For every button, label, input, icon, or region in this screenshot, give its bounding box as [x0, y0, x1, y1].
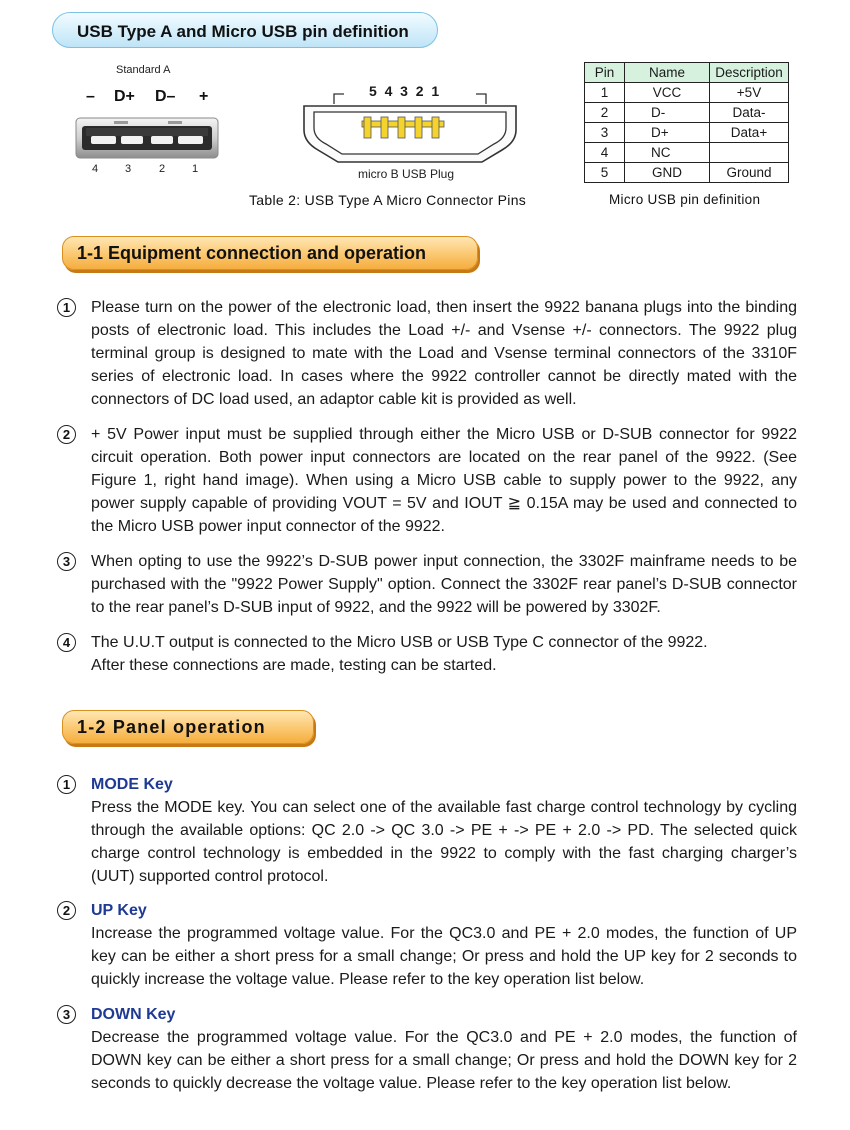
item-number-badge: 2: [57, 901, 76, 920]
section-header-equipment-connection: [62, 236, 478, 270]
micro-b-pin-5: 5: [369, 83, 377, 99]
table-cell: 1: [585, 83, 625, 103]
usb-a-sign-dminus: D–: [155, 88, 176, 105]
list-item: [57, 1003, 797, 1095]
table-row: [585, 123, 789, 143]
item-text: + 5V Power input must be supplied through either the Micro USB or D-SUB connector for 9922 circuit operation. Both power input connectors are located on the rear panel of the 9922. (See Figure 1, right hand image). When using a Micro USB cable to supply power to the 9922, any power supply capable of providing VOUT = 5V and IOUT ≧ 0.15A may be used and connected to the Micro USB power input connector of the 9922.: [91, 426, 797, 535]
list-item: [57, 296, 797, 411]
usb-a-pin-1: 1: [192, 163, 199, 175]
list-item: [57, 550, 797, 619]
table-row: [585, 83, 789, 103]
item-number-badge: 2: [57, 425, 76, 444]
list-item: [57, 423, 797, 538]
table-cell: 5: [585, 163, 625, 183]
micro-b-pin-4: 4: [384, 83, 393, 99]
table-cell: [710, 143, 789, 163]
usb-a-label: Standard A: [116, 64, 171, 76]
table-cell: GND: [625, 163, 710, 183]
usb-a-pin-2: 2: [159, 163, 166, 175]
micro-b-plug-drawing: [300, 86, 520, 166]
list-item: [57, 631, 797, 677]
table-header-row: [585, 63, 789, 83]
item-text: Please turn on the power of the electronic load, then insert the 9922 banana plugs into the binding posts of electronic load. This includes the Load +/- and Vsense +/- connectors. The 9922 plug terminal group is designed to mate with the Load and Vsense terminal connectors of the 3310F series of electronic load. In cases where the 9922 controller cannot be directly mated with the connectors of DC load used, an adaptor cable kit is provided as well.: [91, 299, 797, 408]
item-number-badge: 1: [57, 775, 76, 794]
table-cell: Data-: [710, 103, 789, 123]
usb-a-sign-dplus: D+: [114, 88, 135, 105]
table-header-name: Name: [625, 63, 710, 83]
table-cell: Data+: [710, 123, 789, 143]
list-item: [57, 899, 797, 991]
down-key-title: DOWN Key: [91, 1006, 176, 1023]
table-cell: Ground: [710, 163, 789, 183]
section-header-title: USB Type A and Micro USB pin definition: [77, 22, 409, 41]
section-header-title: 1-1 Equipment connection and operation: [77, 243, 427, 263]
micro-b-pin-1: 1: [431, 83, 440, 99]
item-text: Decrease the programmed voltage value. For the QC3.0 and PE + 2.0 modes, the function of DOWN key can be either a short press for a small change; Or press and hold the DOWN key for 2 seconds to quickly decrease the voltage value. Please refer to the key operation list below.: [91, 1029, 797, 1092]
micro-usb-pin-table: [584, 62, 789, 183]
section-header-panel-operation: [62, 710, 314, 744]
section-header-usb-pin-definition: [52, 12, 438, 48]
micro-b-pin-2: 2: [415, 83, 424, 99]
table-cell: 2: [585, 103, 625, 123]
item-text: When opting to use the 9922’s D-SUB power input connection, the 3302F mainframe needs to be purchased with the "9922 Power Supply" option. Connect the 3302F rear panel’s D-SUB connector to the rear panel’s D-SUB input of 9922, and the 9922 will be powered by 3302F.: [91, 553, 797, 616]
table-cell: 3: [585, 123, 625, 143]
usb-a-pin-3: 3: [125, 163, 132, 175]
caption-micro-usb: Micro USB pin definition: [609, 192, 761, 207]
item-number-badge: 3: [57, 552, 76, 571]
micro-b-pin-3: 3: [400, 83, 408, 99]
item-text: Press the MODE key. You can select one of the available fast charge control technology by cycling through the available options: QC 2.0 -> QC 3.0 -> PE + -> PE + 2.0 -> PD. The selected quick charge control technology is embedded in the 9922 to comply with the fast charging charger’s (UUT) supported control protocol.: [91, 799, 797, 885]
table-row: [585, 143, 789, 163]
up-key-title: UP Key: [91, 902, 147, 919]
table-cell: D+: [625, 123, 710, 143]
table-cell: VCC: [625, 83, 710, 103]
item-text-line-1: The U.U.T output is connected to the Micro USB or USB Type C connector of the 9922.: [91, 634, 708, 651]
table-row: [585, 163, 789, 183]
section-header-title: 1-2 Panel operation: [77, 717, 266, 737]
table-cell: NC: [625, 143, 710, 163]
table-header-pin: Pin: [585, 63, 625, 83]
usb-a-pin-4: 4: [92, 163, 99, 175]
item-number-badge: 1: [57, 298, 76, 317]
usb-a-sign-minus: –: [86, 88, 95, 105]
table-header-description: Description: [710, 63, 789, 83]
item-text: Increase the programmed voltage value. For the QC3.0 and PE + 2.0 modes, the function of UP key can be either a short press for a small change; Or press and hold the UP key for 2 seconds to quickly increase the voltage value. Please refer to the key operation list below.: [91, 925, 797, 988]
usb-a-sign-plus: +: [199, 88, 209, 105]
item-number-badge: 4: [57, 633, 76, 652]
table-cell: +5V: [710, 83, 789, 103]
item-number-badge: 3: [57, 1005, 76, 1024]
item-text-line-2: After these connections are made, testing can be started.: [91, 657, 497, 674]
table-cell: D-: [625, 103, 710, 123]
usb-type-a-connector-drawing: [74, 112, 220, 162]
mode-key-title: MODE Key: [91, 776, 173, 793]
table-cell: 4: [585, 143, 625, 163]
micro-b-label: micro B USB Plug: [358, 167, 455, 181]
table-row: [585, 103, 789, 123]
caption-usb-type-a: Table 2: USB Type A Micro Connector Pins: [249, 192, 527, 208]
list-item: [57, 773, 797, 888]
